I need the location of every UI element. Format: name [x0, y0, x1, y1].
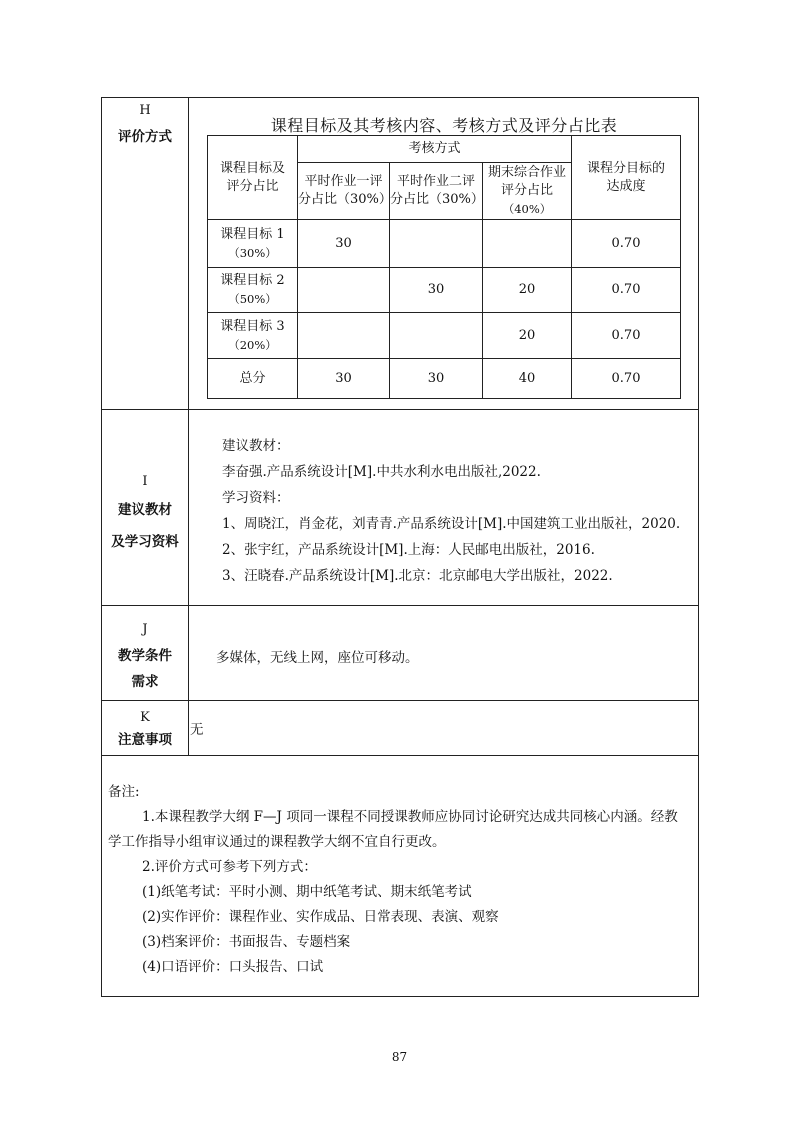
notes-field-text: 无	[190, 722, 204, 738]
table-row	[208, 268, 681, 313]
row-goal-name: 课程目标 2	[220, 273, 285, 288]
suggested-heading: 建议教材：	[222, 438, 290, 454]
header-homework1-line2: 分占比（30%）	[298, 192, 392, 207]
remarks-block	[108, 780, 693, 980]
total-achievement: 0.70	[572, 359, 681, 399]
remark-sub-item: (1)纸笔考试：平时小测、期中纸笔考试、期末纸笔考试	[142, 884, 472, 900]
page-number: 87	[391, 1050, 408, 1064]
table-total-row	[208, 359, 681, 399]
row-hw1: 30	[298, 220, 390, 268]
header-final-line2: 评分占比	[500, 183, 553, 198]
remarks-heading: 备注:	[108, 784, 140, 800]
remark-sub-item: (3)档案评价：书面报告、专题档案	[142, 934, 351, 950]
row-final: 20	[483, 313, 572, 359]
header-goal-line1: 课程目标及	[219, 160, 285, 176]
section-i-label	[102, 469, 188, 555]
header-final-line3: （40%）	[502, 202, 552, 216]
row-hw2	[390, 313, 483, 359]
header-achievement	[572, 136, 681, 220]
row-hw2: 30	[390, 268, 483, 313]
row-divider-j-k	[101, 700, 699, 701]
row-achievement: 0.70	[572, 268, 681, 313]
header-goal	[208, 136, 298, 220]
header-method: 考核方式	[298, 136, 572, 163]
materials-block	[222, 433, 680, 589]
remark-item-1-line2: 学工作指导小组审议通过的课程教学大纲不宜自行更改。	[108, 834, 446, 850]
total-label: 总分	[208, 359, 298, 399]
conditions-text: 多媒体，无线上网，座位可移动。	[216, 650, 419, 666]
header-homework2-line2: 分占比（30%）	[390, 192, 484, 207]
section-h-letter: H	[139, 103, 151, 118]
row-goal-cell	[208, 220, 298, 268]
row-hw1	[298, 268, 390, 313]
row-goal-pct: （30%）	[228, 245, 277, 260]
row-final: 20	[483, 268, 572, 313]
section-h-label	[102, 98, 188, 150]
header-homework1-line1: 平时作业一评	[304, 174, 383, 189]
row-goal-pct: （50%）	[228, 292, 277, 306]
header-final-line1: 期末综合作业	[487, 165, 566, 180]
total-final: 40	[483, 359, 572, 399]
header-homework2-line1: 平时作业二评	[396, 174, 475, 189]
row-divider-i-j	[101, 605, 699, 606]
row-goal-name: 课程目标 3	[220, 318, 285, 334]
row-achievement: 0.70	[572, 220, 681, 268]
assessment-table	[207, 135, 681, 399]
header-achievement-line1: 课程分目标的	[586, 160, 665, 176]
row-goal-cell	[208, 313, 298, 359]
column-divider	[188, 97, 189, 755]
section-h-title: 评价方式	[118, 129, 172, 145]
section-i-letter: I	[142, 474, 148, 489]
section-j-title-line1: 教学条件	[118, 648, 172, 664]
remark-sub-item: (2)实作评价：课程作业、实作成品、日常表现、表演、观察	[142, 909, 499, 925]
reference-item: 1、周晓江，肖金花，刘青青.产品系统设计[M].中国建筑工业出版社，2020.	[222, 516, 681, 532]
row-goal-cell	[208, 268, 298, 313]
row-goal-pct: （20%）	[228, 337, 277, 352]
assessment-table-title: 课程目标及其考核内容、考核方式及评分占比表	[270, 116, 618, 135]
header-goal-line2: 评分占比	[226, 178, 279, 194]
section-j-label	[102, 617, 188, 695]
header-homework1	[298, 163, 390, 220]
study-heading: 学习资料：	[222, 490, 290, 506]
section-i-title-line1: 建议教材	[118, 502, 172, 518]
row-hw1	[298, 313, 390, 359]
row-divider-k-notes	[101, 755, 699, 756]
header-homework2	[390, 163, 483, 220]
section-j-letter: J	[142, 622, 148, 637]
total-hw1: 30	[298, 359, 390, 399]
total-hw2: 30	[390, 359, 483, 399]
section-k-label	[102, 707, 188, 751]
reference-item: 3、汪晓春.产品系统设计[M].北京：北京邮电大学出版社，2022.	[222, 568, 613, 584]
header-achievement-line2: 达成度	[606, 178, 646, 194]
row-goal-name: 课程目标 1	[220, 226, 285, 242]
table-row	[208, 220, 681, 268]
row-final	[483, 220, 572, 268]
section-j-title-line2: 需求	[131, 674, 159, 690]
row-hw2	[390, 220, 483, 268]
suggested-book: 李奋强.产品系统设计[M].中共水利水电出版社,2022.	[222, 464, 541, 480]
row-divider-h-i	[101, 409, 699, 410]
header-final	[483, 163, 572, 220]
section-k-title: 注意事项	[118, 732, 172, 748]
remark-sub-item: (4)口语评价：口头报告、口试	[142, 959, 324, 975]
remark-item-2: 2.评价方式可参考下列方式：	[142, 859, 317, 875]
section-i-title-line2: 及学习资料	[111, 534, 179, 550]
row-achievement: 0.70	[572, 313, 681, 359]
reference-item: 2、张宇红，产品系统设计[M].上海：人民邮电出版社，2016.	[222, 542, 595, 558]
section-k-letter: K	[140, 710, 150, 725]
table-row	[208, 313, 681, 359]
remark-item-1-line1: 1.本课程教学大纲 F—J 项同一课程不同授课教师应协同讨论研究达成共同核心内涵。经教	[142, 809, 678, 825]
